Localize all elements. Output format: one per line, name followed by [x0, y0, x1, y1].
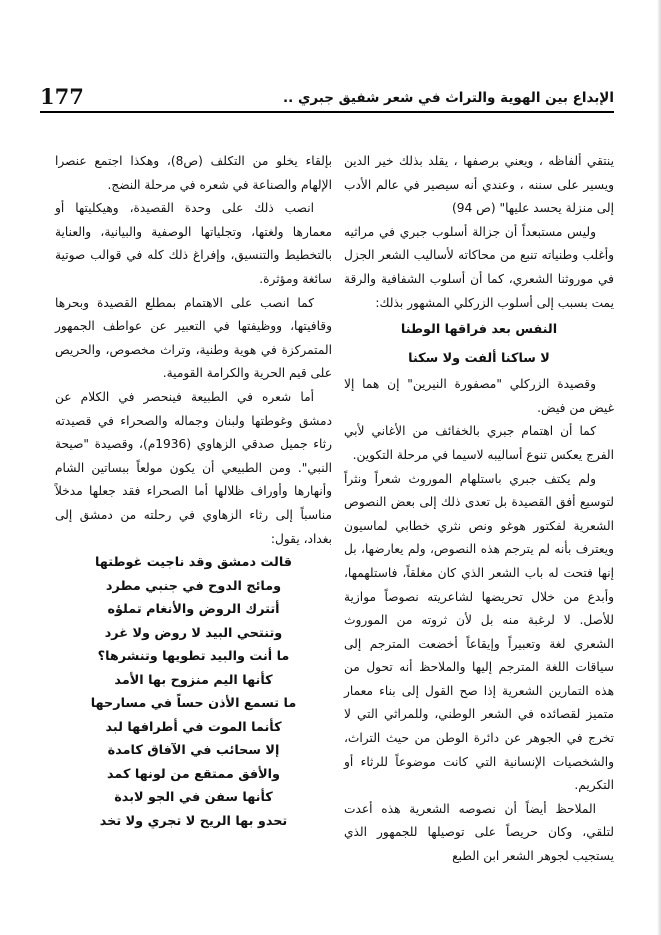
paragraph: ولم يكتف جبري باستلهام الموروث شعراً ونثراً لتوسيع أفق القصيدة بل تعدى ذلك إلى بعض النصوص الشعرية لفكتور هوغو ونص نثري خطابي لماسيون ويعترف بأنه لم يترجم هذه النصوص، ولم يعارضها، بل إنها فتحت له باب الشعر الذي كان مغلقاً، فاستلهمها، وأبدع من خلال تحريضها لشاعريته نصوصاً موازية للأصل. لا لرغبة منه بل لأن ثروته من الموروث الشعري لغة وتعبيراً وإيقاعاً أخضعت المترجم إلى سياقات اللغة المترجم إليها والملاحظ أنه تحول من هذه التمارين الشعرية إذا صح القول إلى بناء معمار متميز لقصائده في الشعر الوطني، وللمراثي التي لا تخرج في الجوهر عن دائرة الوطن من حيث التراث، والشخصيات الإنسانية التي كانت موضوعاً للرثاء أو التكريم. [344, 471, 614, 793]
running-title: الإبداع بين الهوية والتراث في شعر شفيق جبري .. [283, 90, 614, 106]
poem-line: قالت دمشق وقد ناجيت غوطتها [94, 555, 293, 571]
poem-line: وتنتحي البيد لا روض ولا غرد [104, 625, 283, 641]
poem-line: أتترك الروض والأنغام تملؤه [107, 602, 280, 618]
poem-line: ومائج الدوح في جنبي مطرد [105, 578, 282, 594]
paragraph: وليس مستبعداً أن جزالة أسلوب جبري في مراثيه وأغلب وطنياته تنبع من محاكاته لأساليب الشعر الجزل في موروثنا الشعري، كما أن أسلوب الشفافية والرقة يمت بسبب إلى أسلوب الزركلي المشهور بذلك: [344, 224, 614, 310]
right-column [344, 150, 614, 869]
paragraph: ينتقي ألفاظه ، ويعني برصفها ، يقلد بذلك خير الدين ويسير على سننه ، وعندي أنه سيصير في عالم الأدب إلى منزلة يحسد عليها" (ص 94) [344, 154, 614, 216]
paragraph: أما شعره في الطبيعة فينحصر في الكلام عن دمشق وغوطتها ولبنان وجماله والصحراء في قصيدته رثاء جميل صدقي الزهاوي (1936م)، وقصيدة "صيحة النبي". ومن الطبيعي أن يكون مولعاً ببساتين الشام وأنهارها وأوراف ظلالها أما الصحراء فقد جعلها مدخلاً مناسباً إلى رثاء الزهاوي في رحلته من دمشق إلى بغداد، يقول: [55, 389, 332, 546]
poem-line: ما أنت والبيد تطويها وتنشرها؟ [97, 649, 290, 665]
paragraph: الملاحظ أيضاً أن نصوصه الشعرية هذه أعدت لتلقي، وكان حريصاً على توصيلها للجمهور الذي يستجيب لجوهر الشعر ابن الطبع [344, 801, 614, 864]
poem-line: ما تسمع الأذن حساً في مسارحها [90, 696, 297, 712]
paragraph: انصب ذلك على وحدة القصيدة، وهيكليتها أو معمارها ولغتها، وتجلياتها الوصفية والبيانية، والعناية بالتخطيط والتنسيق، وإفراغ ذلك كله في قوالب صوتية سائغة ومؤثرة. [55, 201, 332, 286]
header-rule [40, 111, 614, 113]
verse-line: لا ساكنا ألفت ولا سكنا [408, 351, 550, 367]
paragraph: كما أن اهتمام جبري بالخفائف من الأغاني لأبي الفرج يعكس تنوع أساليبه لاسيما في مرحلة التكوين. [344, 424, 614, 462]
poem-line: كأنها سفن في الجو لابدة [114, 790, 273, 806]
left-column [55, 150, 332, 833]
poem-line: والأفق ممتقع من لونها كمد [106, 766, 281, 782]
paragraph: كما انصب على الاهتمام بمطلع القصيدة وبحرها وقافيتها، ووظيفتها في التعبير عن عواطف الجمهور المتمركزة في هوية وطنية، وتراث مخصوص، والحريص على قيم الحرية والكرامة القومية. [55, 295, 332, 381]
verse-line: النفس بعد فراقها الوطنا [400, 322, 558, 338]
paragraph: بإلقاء يخلو من التكلف (ص8)، وهكذا اجتمع عنصرا الإلهام والصناعة في شعره في مرحلة النضج. [55, 154, 332, 192]
page-number: 177 [40, 84, 84, 109]
poem-line: تحدو بها الريح لا تجري ولا تخد [99, 813, 288, 829]
poem [55, 551, 332, 833]
poem-line: كأنها اليم منزوح بها الأمد [114, 672, 273, 688]
poem-line: إلا سحائب في الآفاق كامدة [107, 743, 280, 759]
poem-line: كأنما الموت في أطرافها لبد [105, 719, 282, 735]
paragraph: وقصيدة الزركلي "مصفورة النيرين" إن هما إلا غيض من فيض. [344, 377, 614, 415]
page-edge-shadow [657, 0, 661, 935]
